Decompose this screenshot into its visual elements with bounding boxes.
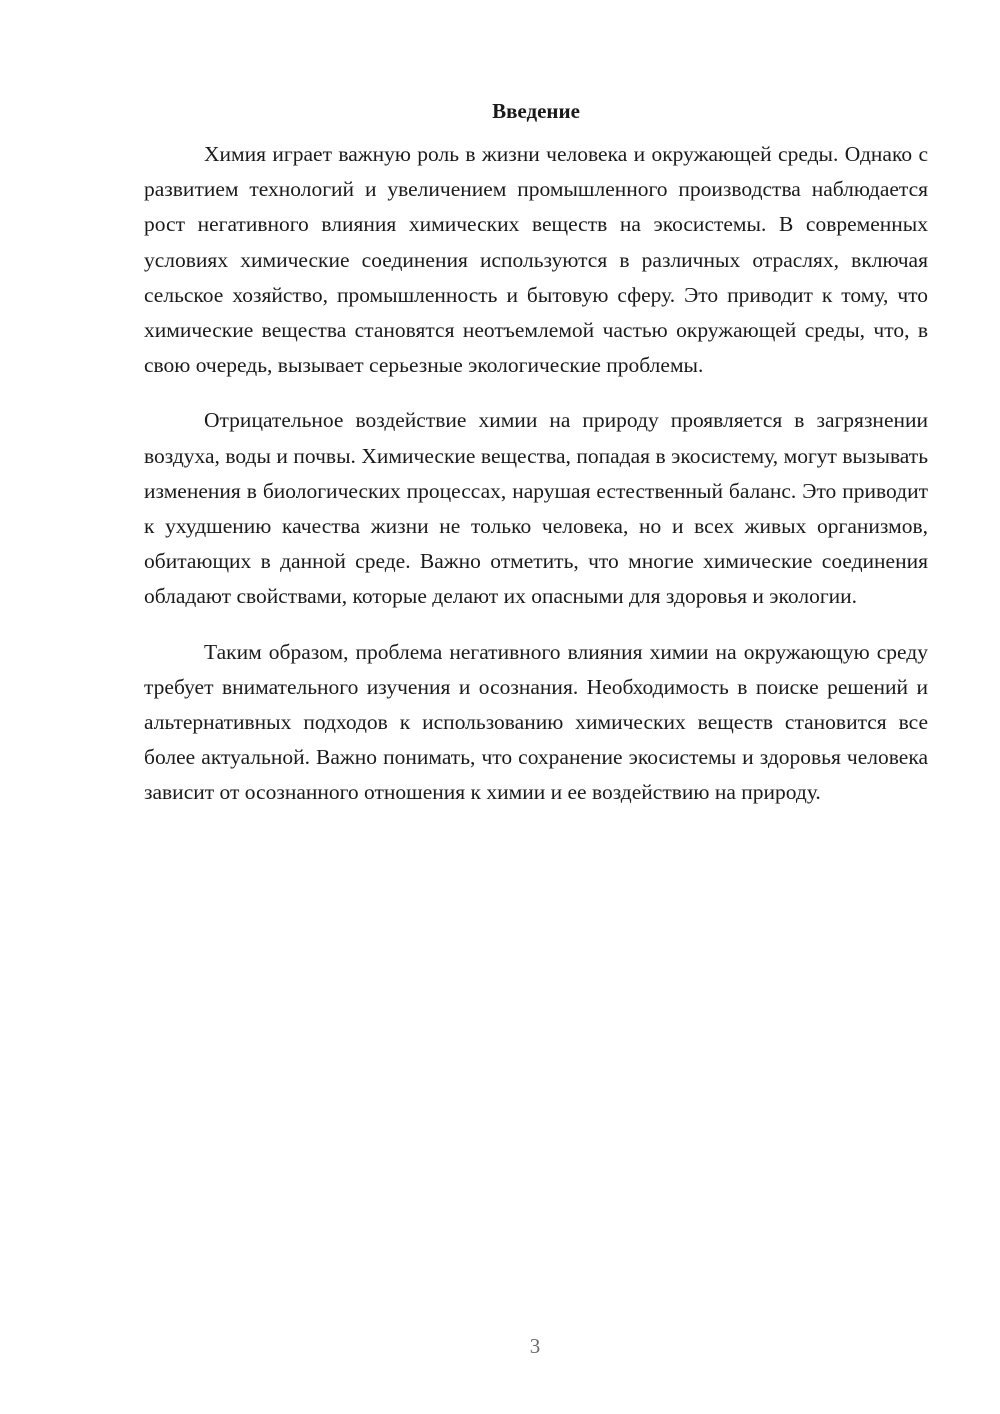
page-number: 3 [529, 1334, 541, 1358]
paragraph-negative-impact: Отрицательное воздействие химии на природу проявляется в загрязнении воздуха, воды и почвы. Химические вещества, попадая в экосистему, могут вызывать изменения в биологических процессах, нарушая естественный баланс. Это приводит к ухудшению качества жизни не только человека, но и всех живых организмов, обитающих в данной среде. Важно отметить, что многие химические соединения обладают свойствами, которые делают их опасными для здоровья и экологии. [144, 408, 928, 609]
paragraph-intro: Химия играет важную роль в жизни человека и окружающей среды. Однако с развитием технологий и увеличением промышленного производства наблюдается рост негативного влияния химических веществ на экосистемы. В современных условиях химические соединения используются в различных отраслях, включая сельское хозяйство, промышленность и бытовую сферу. Это приводит к тому, что химические вещества становятся неотъемлемой частью окружающей среды, что, в свою очередь, вызывает серьезные экологические проблемы. [144, 142, 928, 378]
page-content [144, 96, 928, 831]
paragraph-conclusion: Таким образом, проблема негативного влияния химии на окружающую среду требует внимательного изучения и осознания. Необходимость в поиске решений и альтернативных подходов к использованию химических веществ становится все более актуальной. Важно понимать, что сохранение экосистемы и здоровья человека зависит от осознанного отношения к химии и ее воздействию на природу. [144, 639, 928, 805]
section-heading: Введение [492, 99, 580, 123]
